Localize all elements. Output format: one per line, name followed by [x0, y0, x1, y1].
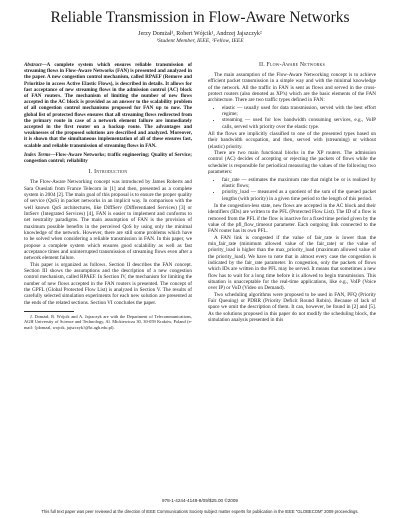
- isbn-line: 978-1-4244-4148-8/09/$25.00 ©2009: [162, 498, 238, 503]
- index-terms: [24, 152, 192, 164]
- left-column: [24, 62, 192, 330]
- list-item: • fair_rate — estimates the maximum rate that might be or is realized by elastic flows;: [222, 177, 376, 190]
- abstract: [24, 62, 192, 149]
- fan-paragraph-5: A FAN link is congested if the value of fair_rate is lower than the min_fair_rate (minimum allowed value of the fair_rate) or the value of priority_load is higher than the max_priority_load (maximum allowed value of the priority_load). We have to note that in almost every case the congestion is indicated by the fair_rate parameter. In congestion, only the packets of flows which IDs are written in the PFL may be served. It means that sometimes a new flow has to wait for a long time before it is allowed to begin transmission. This situation is unacceptable for the real-time applications, like e.g., VoIP (Voice over IP) or VoD (Video on Demand).: [208, 234, 376, 292]
- index-terms-text: —Flow-Aware Networks; traffic engineering; Quality of Service; congestion control; reliability: [24, 151, 192, 165]
- affiliations: ¹Student Member, IEEE, ²Fellow, IEEE: [156, 38, 244, 44]
- paper-title: Reliable Transmission in Flow-Aware Networks: [50, 9, 350, 26]
- fan-paragraph-4: In the congestion-less state, new flows are accepted in the AC block and their identifiers (IDs) are written to the PFL (Protected Flow List). The ID of a flow is removed from the PFL if the flow is inactive for a fixed time period given by the value of the pfl_flow_timeout parameter. Each outgoing link connected to the FAN router has its own PFL.: [208, 202, 376, 235]
- peer-review-notice: This full text paper was peer reviewed at the direction of IEEE Communications Society subject matter experts for publication in the IEEE "GLOBECOM" 2009 proceedings.: [41, 509, 359, 514]
- list-item: • streaming — used for low bandwidth consuming services, e.g., VoIP calls, served with priority over the elastic type.: [222, 117, 376, 130]
- traffic-type-list: [208, 105, 376, 130]
- intro-paragraph-2: This paper is organized as follows. Section II describes the FAN concept. Section III shows the assumptions and the description of a new congestion control mechanism, called RPAEF. In Section IV, the mechanism for limiting the number of new flows accepted in the FAN routers is presented. The concept of the GPFL (Global Protected Flow List) is analyzed in Section V. The results of carefully selected simulation experiments for each new solution are presented at the ends of the related sections. Section VI concludes the paper.: [24, 261, 192, 306]
- abstract-label: Abstract: [24, 62, 42, 68]
- intro-paragraph-1: The Flow-Aware Networking concept was introduced by James Roberts and Sara Oueslati from France Telecom in [1] and then, presented as a complete system in 2004 [2]. The main goal of this proposal is to ensure the proper quality of service (QoS) in packet networks in an implicit way. In comparison with the well known QoS architectures, like DiffServ (Differentiated Services) [3] or IntServ (Integrated Services) [4], FAN is easier to implement and conforms to net neutrality paradigms. The main assumption of FAN is the provision of maximum possible benefits in the perceived QoS by using only the minimal knowledge of the network. However, there are still some problems which have to be solved when considering a reliable transmission in FAN. In this paper, we propose a complete system which ensures good scalability as well as fast acceptance times and uninterrupted transmission of streaming flows even after a network element failure.: [24, 179, 192, 262]
- footnote-rule: [24, 311, 74, 312]
- parameter-list: [208, 177, 376, 202]
- fan-paragraph-3: There are two main functional blocks in the XP routers. The admission control (AC) decides of accepting or rejecting the packets of flows while the scheduler is responsible for periodical measuring the values of the following two parameters:: [208, 150, 376, 176]
- fan-paragraph-6: Two scheduling algorithms were proposed to be used in FAN, PFQ (Priority Fair Queuing) or PDRR (Priority Deficit Round Robin). Because of lack of space we omit the description of them. It can, however, be found in [2] and [5]. As the solutions proposed in this paper do not modify the scheduling block, the simulation analysis presented in this: [208, 291, 376, 324]
- right-column: [208, 62, 376, 323]
- index-terms-label: Index Terms: [24, 151, 51, 158]
- abstract-text: —A complete system which ensures reliable transmission of streaming flows in Flow-Aware Networks (FAN) is presented and analyzed in the paper. A new congestion control mechanism, called RPAEF (Remove and Prioritize in access Active Elastic Flows), is described in details. It allows for fast acceptance of new streaming flows in the admission control (AC) block of FAN routers. The mechanism of limiting the number of new flows accepted in the AC block is provided as an answer to the scalability problem of all congestion control mechanisms proposed for FAN up to now. The global list of protected flows ensures that all streaming flows redirected from the primary route in case of a network element failure are immediately accepted in the first router on a backup route. The advantages and weaknesses of the proposed solutions are described and analyzed. Moreover, it is shown that the simultaneous implementation of all of these ensures fast, scalable and reliable transmission of streaming flows in FAN.: [24, 62, 192, 149]
- section-heading-fan: II. Flow-Aware Networks: [258, 62, 326, 68]
- fan-paragraph-1: The main assumption of the Flow-Aware Networking concept is to achieve efficient packet transmission in a simple way and with the minimal knowledge of the network. All the traffic in FAN is sent as flows and served in the cross-protect routers (also denoted as XP's) which are the basic elements of the FAN architecture. There are two traffic types defined in FAN:: [208, 72, 376, 104]
- list-item: • priority_load — measured as a quotient of the sum of the queued packet lengths (with priority) in a given time period to the length of this period.: [222, 189, 376, 202]
- author-list: Jerzy Domżał¹, Robert Wójcik¹, Andrzej Jajszczyk²: [138, 31, 262, 37]
- list-item: • elastic — usually used for data transmission, served with the best effort regime;: [222, 105, 376, 118]
- affiliation-footnote: J. Domżał, R. Wójcik and A. Jajszczyk are with the Department of Telecommunications, AGH University of Science and Technology, Al. Mickiewicza 30, 30-059 Kraków, Poland (e-mail: {jdomzal, wojcik, jajszczyk}@kt.agh.edu.pl).: [24, 314, 192, 330]
- fan-paragraph-2: All the flows are implicitly classified to one of the presented types based on their bandwidth occupation, and then, served with (streaming) or without (elastic) priority.: [208, 131, 376, 150]
- section-heading-introduction: I. Introduction: [88, 169, 128, 176]
